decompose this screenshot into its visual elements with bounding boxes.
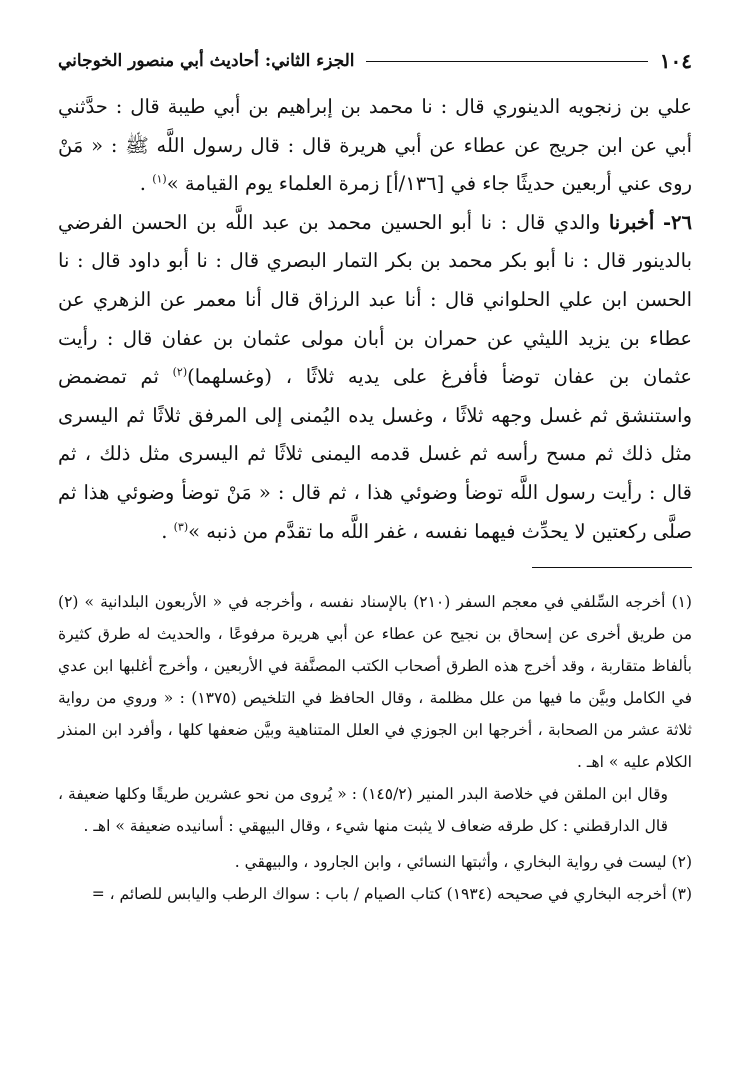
paragraph-2-middle: ثم تمضمض واستنشق ثم غسل وجهه ثلاثًا ، وغسل يده اليُمنى إلى المرفق ثلاثًا ثم اليسرى مثل ذلك ثم مسح رأسه ثم غسل قدمه اليمنى ثلاثًا ثم اليسرى مثل ذلك ، ثم قال : رأيت رسول اللَّه توضأ وضوئي هذا ، ثم قال : « مَنْ توضأ وضوئي هذا ثم صلَّى ركعتين لا يحدِّث فيهما نفسه ، غفر اللَّه ما تقدَّم من ذنبه »	[58, 365, 692, 543]
paragraph-1	[58, 88, 692, 204]
footnote-ref-1: (١)	[152, 172, 167, 186]
footnote-separator	[532, 567, 692, 568]
header-rule	[366, 61, 647, 62]
paragraph-1-text: علي بن زنجويه الدينوري قال : نا محمد بن إبراهيم بن أبي طيبة قال : حدَّثني أبي عن ابن جريج عن عطاء عن أبي هريرة قال : قال رسول اللَّه ﷺ : « مَنْ روى عني أربعين حديثًا جاء في [١٣٦/أ] زمرة العلماء يوم القيامة »	[58, 95, 692, 196]
footnote-separator-wrap	[58, 551, 692, 586]
hadith-number: ٢٦-	[662, 210, 692, 234]
footnote-3: (٣) أخرجه البخاري في صحيحه (١٩٣٤) كتاب الصيام / باب : سواك الرطب واليابس للصائم ، =	[91, 885, 692, 904]
paragraph-2-text: والدي قال : نا أبو الحسين محمد بن عبد اللَّه بن الحسن الفرضي بالدينور قال : نا أبو بكر محمد بن بكر التمار البصري قال : نا أبو داود قال : نا الحسن ابن علي الحلواني قال : أنا عبد الرزاق قال أنا معمر عن الزهري عن عطاء بن يزيد الليثي عن حمران بن أبان مولى عثمان بن عفان قال : رأيت عثمان بن عفان توضأ فأفرغ على يديه ثلاثًا ، (وغسلهما)	[58, 210, 692, 389]
page-header	[58, 44, 692, 78]
footnote-2: (٢) ليست في رواية البخاري ، وأثبتها النسائي ، وابن الجارود ، والبيهقي .	[234, 853, 692, 872]
page-number: ١٠٤	[659, 49, 692, 73]
hadith-lead-word: أخبرنا	[608, 210, 655, 234]
footnote-1: (١) أخرجه السِّلفي في معجم السفر (٢١٠) بالإسناد نفسه ، وأخرجه في « الأربعون البلدانية » (٢) من طريق أخرى عن إسحاق بن نجيح عن عطاء عن أبي هريرة مرفوعًا ، والحديث له طرق كثيرة بألفاظ متقاربة ، وقد أخرج هذه الطرق أصحاب الكتب المصنَّفة في الأربعين ، وأخرج أغلبها ابن عدي في الكامل وبيَّن ما فيها من علل مظلمة ، وقال الحافظ في التلخيص (١٣٧٥) : « وروي من رواية ثلاثة عشر من الصحابة ، أخرجها ابن الجوزي في العلل المتناهية وبيَّن ضعفها كلها ، وأفرد ابن المنذر الكلام عليه » اهـ .	[58, 593, 692, 772]
paragraph-2-end: .	[161, 519, 174, 543]
paragraph-2	[58, 204, 692, 551]
paragraph-1-end: .	[139, 172, 153, 196]
footnote-ref-3: (٣)	[173, 520, 189, 534]
main-text	[58, 88, 692, 551]
running-title: الجزء الثاني: أحاديث أبي منصور الخوجاني	[58, 51, 355, 71]
footnote-ref-2: (٢)	[172, 365, 188, 379]
footnotes	[58, 586, 692, 910]
footnote-1-continuation: وقال ابن الملقن في خلاصة البدر المنير (١٤٥/٢) : « يُروى من نحو عشرين طريقًا وكلها ضعيفة ، قال الدارقطني : كل طرقه ضعاف لا يثبت منها شيء ، وقال البيهقي : أسانيده ضعيفة » اهـ .	[58, 785, 668, 836]
